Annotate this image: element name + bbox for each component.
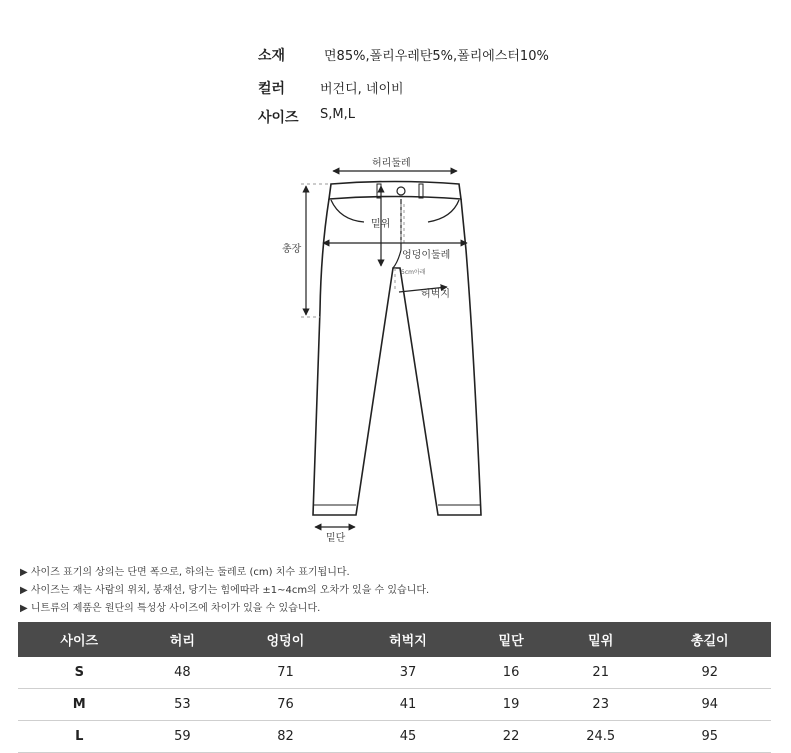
table-cell: 48: [141, 657, 225, 689]
spec-value: S,M,L: [320, 107, 355, 122]
table-cell: M: [18, 689, 141, 721]
table-cell: 19: [469, 689, 553, 721]
table-row: [18, 721, 771, 753]
spec-value: 버건디, 네이비: [320, 82, 404, 97]
note-measurement: ▶ 사이즈 표기의 상의는 단면 폭으로, 하의는 둘레로 (cm) 치수 표기됩니다.: [20, 567, 350, 578]
length-label: 총장: [282, 244, 302, 255]
spec-key: 사이즈: [258, 110, 299, 126]
hip-label: 엉덩이둘레: [402, 250, 451, 261]
table-cell: 41: [347, 689, 470, 721]
table-cell: 45: [347, 721, 470, 753]
col-hem: 밑단: [469, 622, 553, 657]
col-length: 총길이: [648, 622, 771, 657]
rise-label: 밑위: [371, 219, 391, 230]
col-rise: 밑위: [553, 622, 649, 657]
table-cell: 71: [224, 657, 347, 689]
table-row: [18, 657, 771, 689]
thigh-label: 허벅지: [421, 289, 450, 300]
spec-value: 면85%,폴리우레탄5%,폴리에스터10%: [324, 49, 549, 64]
size-table: [18, 622, 771, 753]
table-cell: 24.5: [553, 721, 649, 753]
table-cell: 94: [648, 689, 771, 721]
note-knit: ▶ 니트류의 제품은 원단의 특성상 사이즈에 차이가 있을 수 있습니다.: [20, 603, 321, 614]
table-cell: 76: [224, 689, 347, 721]
spec-key: 컬러: [258, 81, 286, 97]
col-thigh: 허벅지: [347, 622, 470, 657]
table-cell: 23: [553, 689, 649, 721]
waist-label: 허리둘레: [372, 158, 411, 169]
hem-label: 밑단: [326, 533, 346, 544]
table-cell: 37: [347, 657, 470, 689]
col-waist: 허리: [141, 622, 225, 657]
table-cell: S: [18, 657, 141, 689]
table-cell: 95: [648, 721, 771, 753]
col-size: 사이즈: [18, 622, 141, 657]
table-cell: 21: [553, 657, 649, 689]
size-table-header: [18, 622, 771, 657]
table-cell: 22: [469, 721, 553, 753]
pants-outline: [313, 182, 481, 516]
note-tolerance: ▶ 사이즈는 재는 사람의 위치, 봉재선, 당기는 힘에따라 ±1~4cm의 오차가 있을 수 있습니다.: [20, 585, 430, 596]
table-cell: 16: [469, 657, 553, 689]
table-cell: 53: [141, 689, 225, 721]
col-hip: 엉덩이: [224, 622, 347, 657]
spec-key: 소재: [258, 48, 286, 64]
table-cell: 82: [224, 721, 347, 753]
table-cell: 92: [648, 657, 771, 689]
thigh-offset-label: 5cm아래: [401, 269, 426, 276]
table-cell: 59: [141, 721, 225, 753]
table-row: [18, 689, 771, 721]
table-cell: L: [18, 721, 141, 753]
